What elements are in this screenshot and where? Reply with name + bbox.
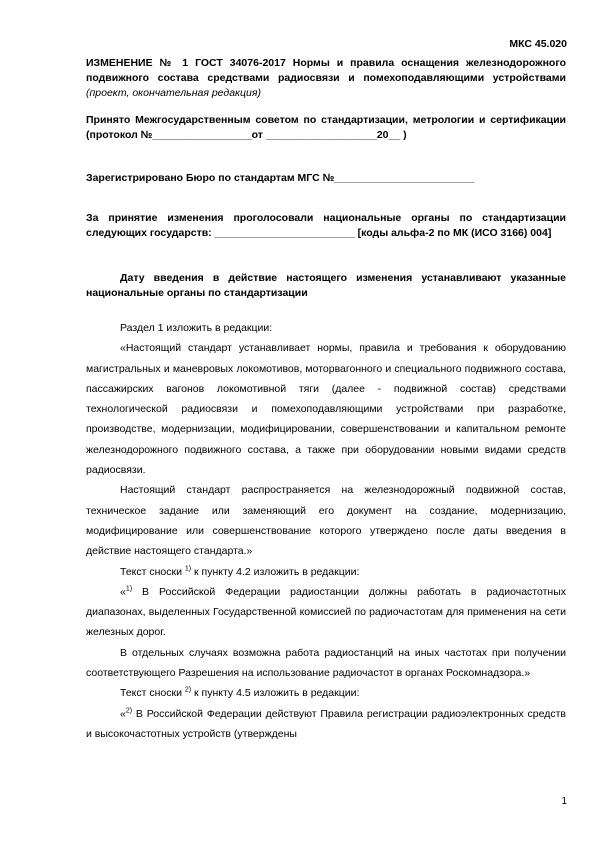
body-paragraph: Раздел 1 изложить в редакции: xyxy=(120,322,273,334)
amendment-title xyxy=(86,56,566,101)
mks-code: МКС 45.020 xyxy=(509,38,567,50)
text-run: « xyxy=(120,585,126,598)
effective-date-statement: Дату введения в действие настоящего изменения устанавливают указанные национальные органы по стандартизации xyxy=(86,272,566,299)
body-paragraph xyxy=(86,704,566,745)
footnote-marker: 1) xyxy=(125,585,133,593)
text-run: к пункту 4.5 изложить в редакции: xyxy=(191,687,360,700)
body-paragraph xyxy=(86,562,566,582)
footnote-marker: 2) xyxy=(125,707,133,715)
text-run: к пункту 4.2 изложить в редакции: xyxy=(191,565,360,578)
body-paragraph: В отдельных случаях возможна работа радиостанций на иных частотах при получении соответствующего Разрешения на использование радиочастот в органах Роскомнадзора.» xyxy=(86,646,566,680)
text-run: В Российской Федерации радиостанции должны работать в радиочастотных диапазонах, выделенных Государственной комиссией по радиочастотам для применения на сети железных дорог. xyxy=(86,585,566,639)
amendment-body xyxy=(86,318,566,744)
text-run: Текст сноски xyxy=(120,565,185,578)
body-paragraph: Настоящий стандарт распространяется на железнодорожный подвижной состав, техническое задание или заменяющий его документ на создание, модернизацию, модифицирование или совершенствование которого утверждено после даты введения в действие настоящего стандарта.» xyxy=(86,484,566,558)
body-paragraph xyxy=(86,683,566,703)
body-paragraph: «Настоящий стандарт устанавливает нормы, правила и требования к оборудованию магистральных и маневровых локомотивов, моторвагонного и специального подвижного состава, пассажирских вагонов локомотивной тяги (далее - подвижной состав) средствами технологической радиосвязи и помехоподавляющими устройствами при разработке, производстве, модернизации, модифицировании, совершенствовании и капитальном ремонте железнодорожного подвижного состава, а также при оборудовании новыми видами средств радиосвязи. xyxy=(86,342,566,477)
text-run: В Российской Федерации действуют Правила регистрации радиоэлектронных средств и высокочастотных устройств (утверждены xyxy=(86,707,566,740)
registration-statement: Зарегистрировано Бюро по стандартам МГС №________________________ xyxy=(86,172,475,184)
footnote-marker: 1) xyxy=(184,565,192,573)
adopted-statement: Принято Межгосударственным советом по стандартизации, метрологии и сертификации (протокол №_________________от ___________________20__ ) xyxy=(86,114,566,141)
amendment-title-main: ИЗМЕНЕНИЕ № 1 ГОСТ 34076-2017 Нормы и правила оснащения железнодорожного подвижного состава средствами радиосвязи и помехоподавляющими устройствами xyxy=(86,57,566,84)
voting-statement: За принятие изменения проголосовали национальные органы по стандартизации следующих государств: ________________________ [коды альфа-2 по МК (ИСО 3166) 004] xyxy=(86,212,566,239)
text-run: « xyxy=(120,707,126,720)
body-paragraph xyxy=(86,582,566,643)
text-run: Текст сноски xyxy=(120,687,185,700)
amendment-title-note: (проект, окончательная редакция) xyxy=(86,87,261,99)
footnote-marker: 2) xyxy=(184,686,192,694)
page-number: 1 xyxy=(561,796,567,807)
